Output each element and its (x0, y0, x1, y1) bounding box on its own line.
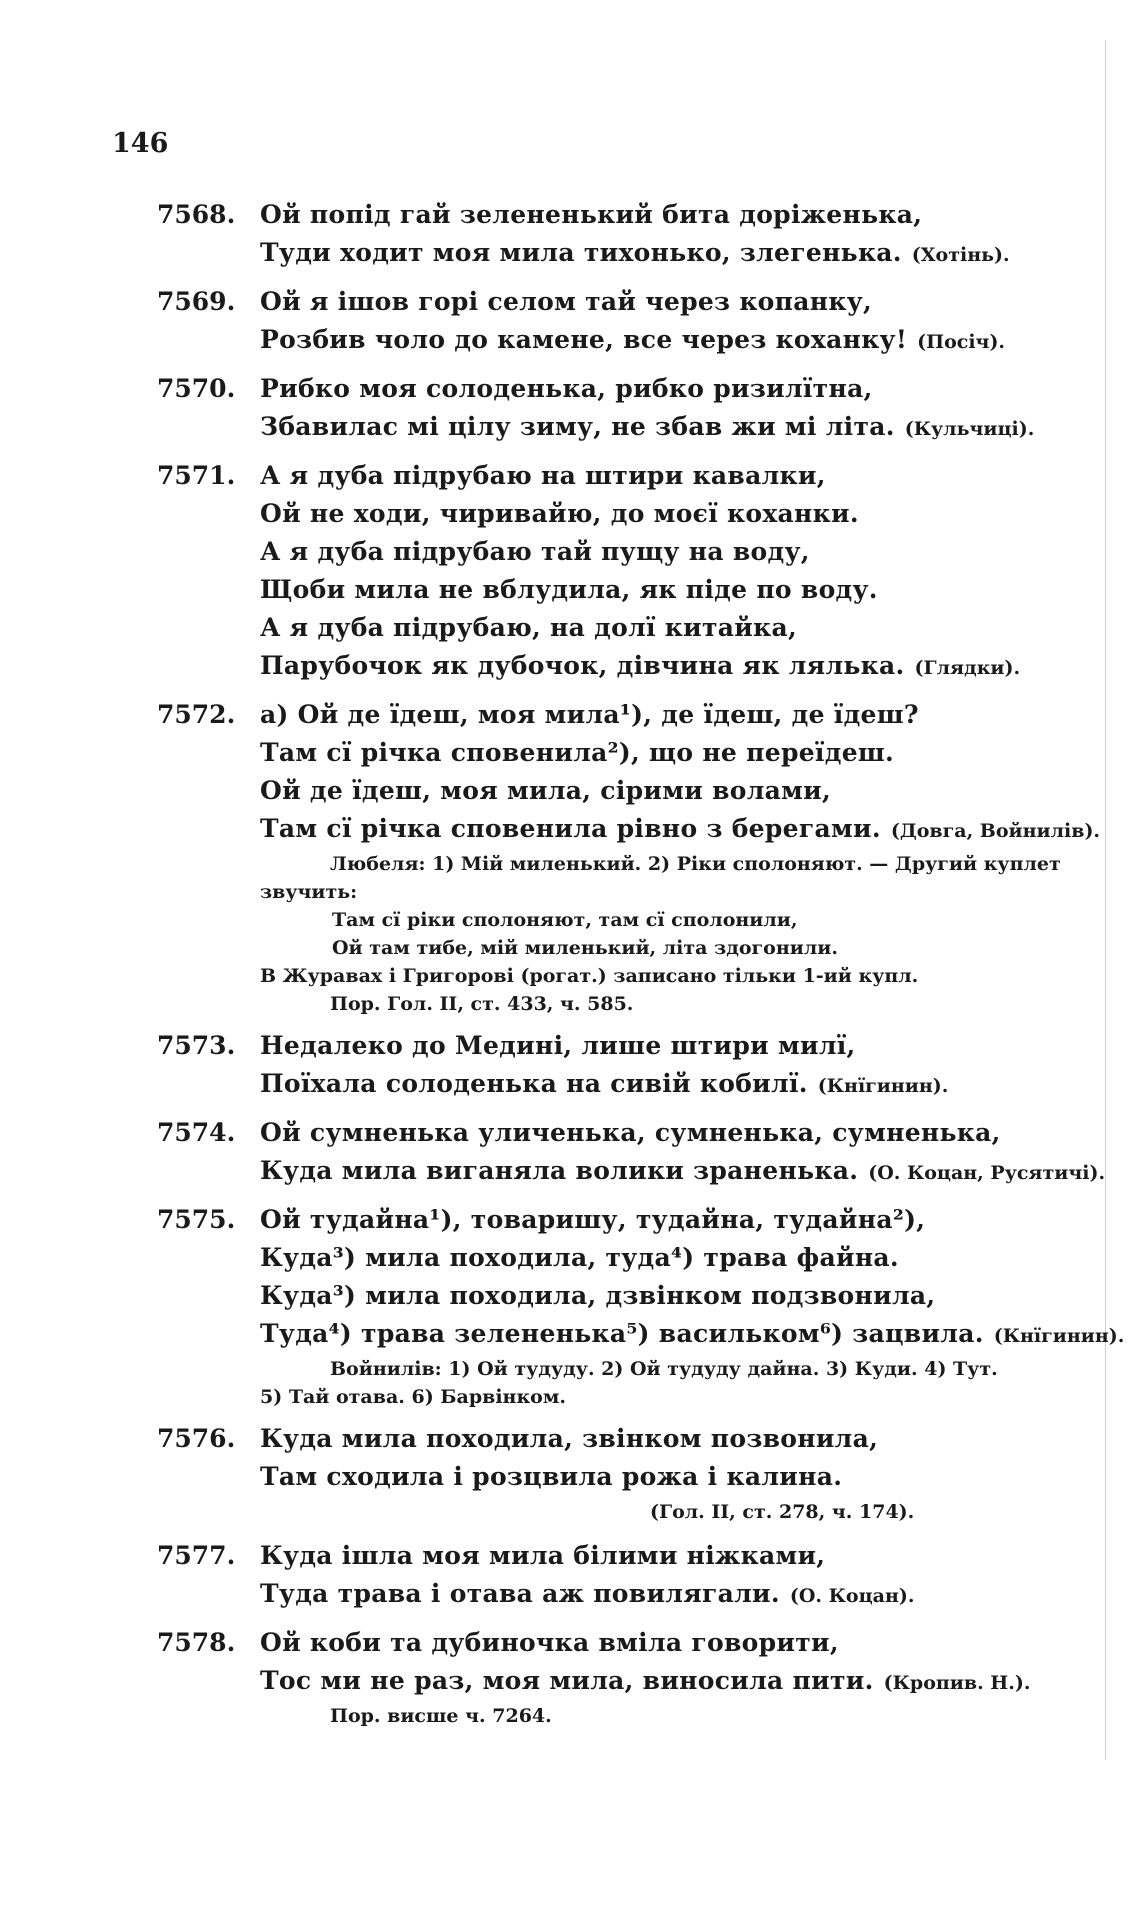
cross-reference: Пор. висше ч. 7264. (330, 1705, 552, 1727)
entry-7572 (0, 696, 1140, 1018)
verse-line: Там сї річка сповенила рівно з берегами. (260, 814, 881, 843)
entry-number: 7572. (157, 700, 236, 729)
verse-line: Ой не ходи, чиривайю, до моєї коханки. (260, 499, 859, 528)
entry-number: 7576. (157, 1424, 236, 1453)
entry-number: 7569. (157, 287, 236, 316)
entry-number: 7574. (157, 1118, 236, 1147)
verse-line: Тос ми не раз, моя мила, виносила пити. (260, 1666, 874, 1695)
verse-line: А я дуба підрубаю, на долї китайка, (260, 613, 797, 642)
source-location: (Кнїгинин). (817, 1075, 949, 1097)
page-number: 146 (112, 128, 169, 159)
entry-7570 (0, 370, 1140, 448)
verse-line: Ой попід гай зелененький бита доріженька, (260, 200, 923, 229)
verse-line: Щоби мила не вблудила, як піде по воду. (260, 575, 878, 604)
source-location: (Кропив. Н.). (883, 1672, 1031, 1694)
source-location: (Хотінь). (911, 244, 1010, 266)
source-reference: (Гол. II, ст. 278, ч. 174). (650, 1501, 915, 1523)
verse-line: Куда мила виганяла волики зраненька. (260, 1156, 859, 1185)
verse-line: Куда³) мила походила, дзвінком подзвонила, (260, 1281, 936, 1310)
entry-number: 7568. (157, 200, 236, 229)
source-location: (Довга, Войнилів). (890, 820, 1101, 842)
verse-line: Куда мила походила, звінком позвонила, (260, 1424, 879, 1453)
verse-line: Ой де їдеш, моя мила, сірими волами, (260, 776, 832, 805)
entry-7575 (0, 1201, 1140, 1411)
entry-7574 (0, 1114, 1140, 1192)
variant-note: Войнилів: 1) Ой тудуду. 2) Ой тудуду дайна. 3) Куди. 4) Тут. (330, 1358, 998, 1380)
verse-line: Там сї річка сповенила²), що не переїдеш. (260, 738, 895, 767)
verse-line: Ой тудайна¹), товаришу, тудайна, тудайна²), (260, 1205, 926, 1234)
recording-remark: В Журавах і Григорові (рогат.) записано тільки 1-ий купл. (260, 965, 919, 987)
verse-line: Парубочок як дубочок, дівчина як лялька. (260, 651, 905, 680)
verses-list (0, 196, 1140, 1739)
entry-7577 (0, 1537, 1140, 1615)
entry-7571 (0, 457, 1140, 687)
source-location: (Посіч). (917, 331, 1006, 353)
entry-7569 (0, 283, 1140, 361)
verse-line: А я дуба підрубаю тай пущу на воду, (260, 537, 810, 566)
entry-7576 (0, 1420, 1140, 1528)
verse-line: Куда³) мила походила, туда⁴) трава файна. (260, 1243, 899, 1272)
entry-7578 (0, 1624, 1140, 1730)
verse-line: Поїхала солоденька на сивій кобилї. (260, 1069, 808, 1098)
verse-line: а) Ой де їдеш, моя мила¹), де їдеш, де їдеш? (260, 700, 919, 729)
variant-note-continued: 5) Тай отава. 6) Барвінком. (260, 1386, 566, 1408)
verse-line: Ой сумненька уличенька, сумненька, сумненька, (260, 1118, 1001, 1147)
source-location: (Кнїгинин). (993, 1325, 1125, 1347)
quoted-verse: Ой там тибе, мій миленький, літа здогонили. (332, 937, 838, 959)
quoted-verse: Там сї ріки сполоняют, там сї сполонили, (332, 909, 798, 931)
variant-note-continued: звучить: (260, 881, 358, 903)
entry-number: 7577. (157, 1541, 236, 1570)
entry-number: 7571. (157, 461, 236, 490)
variant-note: Любеля: 1) Мій миленький. 2) Ріки сполоняют. — Другий куплет (330, 853, 1061, 875)
verse-line: Туди ходит моя мила тихонько, злегенька. (260, 238, 902, 267)
entry-number: 7575. (157, 1205, 236, 1234)
verse-line: Розбив чоло до камене, все через коханку! (260, 325, 908, 354)
entry-number: 7578. (157, 1628, 236, 1657)
entry-7573 (0, 1027, 1140, 1105)
source-location: (Глядки). (914, 657, 1021, 679)
cross-reference: Пор. Гол. II, ст. 433, ч. 585. (330, 993, 634, 1015)
verse-line: Рибко моя солоденька, рибко ризилїтна, (260, 374, 873, 403)
verse-line: Ой я ішов горі селом тай через копанку, (260, 287, 873, 316)
entry-7568 (0, 196, 1140, 274)
verse-line: Туда трава і отава аж повилягали. (260, 1579, 780, 1608)
source-location: (Кульчиці). (904, 418, 1035, 440)
verse-line: Ой коби та дубиночка вміла говорити, (260, 1628, 839, 1657)
verse-line: Там сходила і розцвила рожа і калина. (260, 1462, 843, 1491)
verse-line: Куда ішла моя мила білими ніжками, (260, 1541, 826, 1570)
entry-number: 7570. (157, 374, 236, 403)
verse-line: Туда⁴) трава зелененька⁵) васильком⁶) зацвила. (260, 1319, 984, 1348)
source-location: (О. Коцан). (789, 1585, 915, 1607)
verse-line: Недалеко до Медині, лише штири милї, (260, 1031, 856, 1060)
source-location: (О. Коцан, Русятичі). (868, 1162, 1106, 1184)
entry-number: 7573. (157, 1031, 236, 1060)
verse-line: Збавилас мі цілу зиму, не збав жи мі літа. (260, 412, 895, 441)
verse-line: А я дуба підрубаю на штири кавалки, (260, 461, 826, 490)
